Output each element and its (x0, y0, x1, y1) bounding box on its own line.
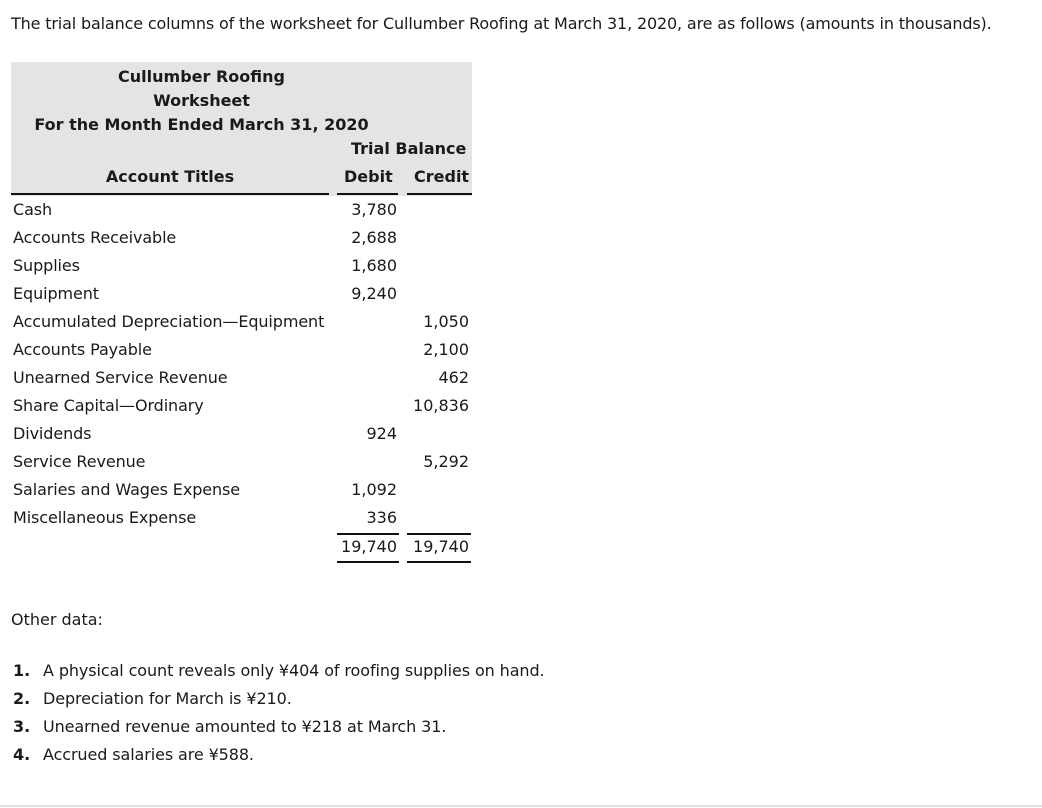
debit-header: Debit (344, 167, 393, 186)
intro-text: The trial balance columns of the worksheet for Cullumber Roofing at March 31, 2020, are as follows (amounts in thousands). (11, 14, 992, 33)
bottom-divider (0, 805, 1042, 807)
account-title: Salaries and Wages Expense (13, 480, 241, 499)
debit-amount: 336 (366, 508, 397, 527)
table-row (11, 280, 472, 308)
credit-amount: 1,050 (423, 312, 469, 331)
other-data-heading: Other data: (11, 610, 103, 629)
table-row (11, 196, 472, 224)
table-row (11, 448, 472, 476)
account-title: Dividends (13, 424, 92, 443)
debit-amount: 924 (366, 424, 397, 443)
table-row (11, 308, 472, 336)
table-row (11, 504, 472, 532)
list-item-text: Depreciation for March is ¥210. (43, 689, 292, 708)
table-row (11, 420, 472, 448)
table-row (11, 392, 472, 420)
total-debit: 19,740 (341, 537, 397, 556)
account-title: Supplies (13, 256, 80, 275)
account-title: Equipment (13, 284, 99, 303)
debit-amount: 9,240 (351, 284, 397, 303)
account-title: Accounts Receivable (13, 228, 177, 247)
list-item-number: 2. (13, 689, 31, 708)
account-title: Accumulated Depreciation—Equipment (13, 312, 325, 331)
debit-amount: 3,780 (351, 200, 397, 219)
list-item-text: A physical count reveals only ¥404 of roofing supplies on hand. (43, 661, 545, 680)
account-title: Cash (13, 200, 53, 219)
total-line-debit-bottom (337, 561, 399, 563)
header-underline-credit (407, 193, 472, 195)
list-item-number: 4. (13, 745, 31, 764)
account-title: Unearned Service Revenue (13, 368, 228, 387)
table-row (11, 252, 472, 280)
worksheet-table (11, 62, 472, 562)
account-title: Accounts Payable (13, 340, 152, 359)
table-row (11, 476, 472, 504)
period-label: For the Month Ended March 31, 2020 (34, 115, 369, 134)
account-title: Share Capital—Ordinary (13, 396, 204, 415)
account-title: Service Revenue (13, 452, 146, 471)
header-underline-accounts (11, 193, 329, 195)
list-item-text: Accrued salaries are ¥588. (43, 745, 254, 764)
trial-balance-heading: Trial Balance (351, 139, 467, 158)
account-rows (11, 196, 472, 532)
debit-amount: 2,688 (351, 228, 397, 247)
debit-amount: 1,092 (351, 480, 397, 499)
header-underline-debit (337, 193, 398, 195)
totals-row (11, 532, 472, 562)
table-row (11, 336, 472, 364)
debit-amount: 1,680 (351, 256, 397, 275)
list-item-text: Unearned revenue amounted to ¥218 at March 31. (43, 717, 447, 736)
account-titles-header: Account Titles (105, 167, 235, 186)
document-title: Worksheet (153, 91, 250, 110)
credit-amount: 5,292 (423, 452, 469, 471)
total-line-credit-bottom (407, 561, 471, 563)
total-credit: 19,740 (413, 537, 469, 556)
table-row (11, 224, 472, 252)
credit-header: Credit (414, 167, 470, 186)
account-title: Miscellaneous Expense (13, 508, 197, 527)
worksheet-header (11, 62, 472, 196)
credit-amount: 10,836 (413, 396, 469, 415)
table-row (11, 364, 472, 392)
credit-amount: 2,100 (423, 340, 469, 359)
list-item-number: 3. (13, 717, 31, 736)
credit-amount: 462 (438, 368, 469, 387)
company-name: Cullumber Roofing (118, 67, 285, 86)
list-item-number: 1. (13, 661, 31, 680)
